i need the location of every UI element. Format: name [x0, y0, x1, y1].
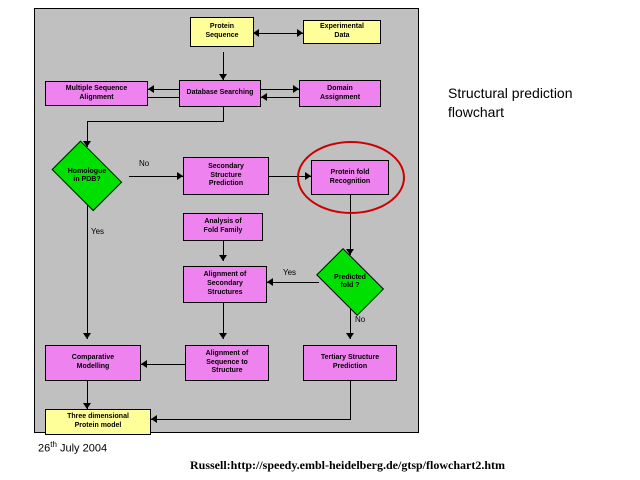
arrowhead-comparative-right [141, 360, 147, 368]
node-fold-recognition-line1: Protein fold [330, 168, 370, 176]
flowchart-panel [34, 8, 419, 433]
arrowhead-comparative-top [83, 333, 91, 339]
edge-homologue-yes [87, 205, 88, 339]
node-tertiary-line1: Tertiary Structure [320, 354, 380, 362]
slide-date-superscript: th [50, 440, 57, 449]
arrowhead-alignment-secondary-top [219, 255, 227, 261]
node-database-searching[interactable] [179, 80, 261, 107]
arrowhead-tertiary-top [346, 333, 354, 339]
slide-caption [448, 84, 628, 122]
node-domain-assignment[interactable] [299, 80, 381, 107]
node-predicted-fold-line1: Predicted [334, 273, 366, 281]
edge-homologue-no [129, 176, 183, 177]
node-analysis-of-fold-family[interactable] [183, 213, 263, 241]
edge-tertiary-down [350, 381, 351, 419]
node-database-searching-line1: Database Searching [186, 89, 254, 97]
node-homologue-line1: Homologue [67, 167, 107, 175]
node-predicted-fold-label [309, 255, 391, 309]
node-align-sec-line2: Secondary [207, 280, 243, 288]
node-experimental-data-line2: Data [334, 32, 350, 39]
node-protein-sequence-line1: Protein [209, 23, 235, 31]
slide-footer-url: Russell:http://speedy.embl-heidelberg.de/gtsp/flowchart2.htm [190, 458, 505, 472]
node-align-sec-line1: Alignment of [203, 271, 247, 279]
node-multiple-sequence-alignment[interactable] [45, 81, 148, 106]
edge-sequence-to-comparative [141, 364, 185, 365]
node-homologue-in-pdb[interactable] [45, 147, 129, 205]
node-protein-sequence-line2: Sequence [205, 32, 239, 39]
node-align-seq-line3: Structure [211, 367, 243, 375]
node-domain-assignment-line1: Domain [327, 84, 353, 92]
node-analysis-line2: Fold Family [203, 227, 243, 234]
arrowhead-to-msa [148, 85, 154, 93]
node-align-seq-line1: Alignment of [205, 349, 249, 357]
node-secondary-structure-prediction[interactable] [183, 157, 269, 195]
node-experimental-data-line1: Experimental [320, 23, 364, 31]
arrowhead-model-right [151, 415, 157, 423]
node-comparative-line2: Modelling [76, 363, 110, 370]
node-fold-recognition-line2: Recognition [329, 177, 371, 185]
node-align-sec-line3: Structures [207, 288, 243, 296]
edge-label-yes-homologue: Yes [91, 227, 105, 236]
node-homologue-label [45, 147, 129, 205]
node-msa-line2: Alignment [79, 93, 114, 101]
node-comparative-modelling[interactable] [45, 345, 141, 381]
arrowhead-sequence-structure-top [219, 333, 227, 339]
node-predicted-fold[interactable] [309, 255, 391, 309]
node-homologue-line2: in PDB? [73, 176, 101, 183]
node-3d-model-line2: Protein model [74, 422, 122, 429]
slide-caption-line2: flowchart [448, 103, 505, 120]
node-secondary-line3: Prediction [208, 180, 244, 188]
edge-database-down [223, 107, 224, 121]
edge-label-no-predicted-fold: No [355, 315, 366, 324]
slide-date [38, 440, 107, 455]
node-alignment-of-sequence-to-structure[interactable] [185, 345, 269, 381]
slide-date-rest: July 2004 [56, 442, 108, 455]
fold-recognition-highlight-ellipse [297, 141, 405, 214]
node-experimental-data[interactable] [303, 20, 381, 44]
node-alignment-of-secondary-structures[interactable] [183, 266, 267, 303]
node-align-seq-line2: Sequence to [206, 358, 248, 366]
node-comparative-line1: Comparative [71, 354, 115, 362]
node-three-dimensional-protein-model[interactable] [45, 409, 151, 435]
node-secondary-line2: Structure [210, 171, 242, 179]
node-tertiary-structure-prediction[interactable] [303, 345, 397, 381]
edge-label-yes-predicted-fold: Yes [283, 268, 297, 277]
slide-date-day: 26 [38, 442, 51, 455]
node-protein-sequence[interactable] [190, 17, 254, 47]
edge-database-to-homologue-h [87, 121, 224, 122]
arrowhead-alignment-secondary-right [267, 278, 273, 286]
edge-tertiary-to-model [151, 419, 351, 420]
node-3d-model-line1: Three dimensional [67, 413, 129, 421]
node-analysis-line1: Analysis of [204, 218, 242, 226]
node-secondary-line1: Secondary [208, 162, 244, 170]
node-predicted-fold-line2: fold ? [340, 282, 360, 289]
node-msa-line1: Multiple Sequence [65, 84, 128, 92]
edge-sequence-experimental [253, 33, 303, 34]
arrowhead-to-database-right [261, 93, 267, 101]
edge-label-no-homologue: No [139, 159, 150, 168]
slide-caption-line1: Structural prediction [448, 85, 573, 101]
node-tertiary-line2: Prediction [332, 363, 368, 370]
node-domain-assignment-line2: Assignment [319, 93, 361, 101]
